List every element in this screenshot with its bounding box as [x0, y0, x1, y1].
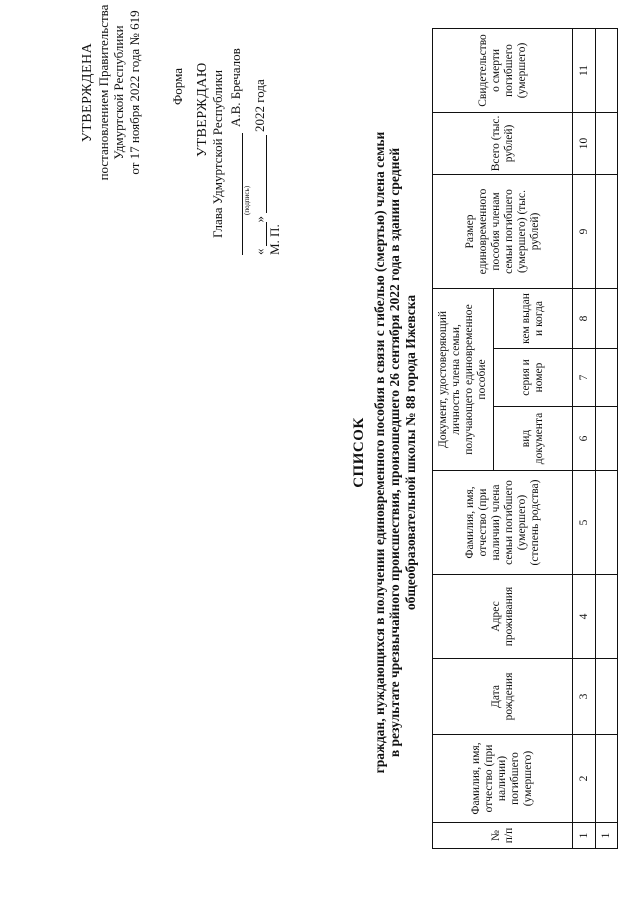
header-issued-by: кем выдан и когда: [494, 288, 573, 348]
column-number: 6: [573, 407, 596, 471]
table-cell: [596, 112, 618, 174]
column-number: 5: [573, 471, 596, 575]
signer-name: А.В. Бречалов: [228, 48, 243, 127]
table-header-row: [433, 28, 494, 848]
header-birth-date: Дата рождения: [433, 659, 573, 735]
header-deceased-name: Фамилия, имя, отчество (при наличии) погибшего (умершего): [433, 735, 573, 823]
date-year: 2022 года: [252, 79, 267, 132]
signature-blank: [228, 133, 243, 255]
date-month-blank: [252, 135, 267, 213]
table-cell: [596, 174, 618, 288]
date-close-quote: »: [252, 216, 267, 223]
header-id-document-group: Документ, удостоверяющий личность члена семьи, получающего единовременное пособие: [433, 288, 494, 470]
date-line: [252, 5, 267, 255]
table-cell: [596, 471, 618, 575]
signature-line: [228, 5, 243, 255]
signature-hint: (подпись): [243, 185, 251, 215]
form-label: Форма: [170, 68, 185, 105]
approve-title: УТВЕРЖДАЮ: [195, 62, 210, 157]
document-title: [352, 0, 418, 905]
document-title-line: в результате чрезвычайного происшествия, произошедшего 26 сентября 2022 года в здании средней: [387, 147, 402, 758]
header-address: Адрес проживания: [433, 575, 573, 659]
header-document-type: вид документа: [494, 407, 573, 471]
column-number: 10: [573, 112, 596, 174]
approval-block: [80, 0, 142, 185]
document-title-line: граждан, нуждающихся в получении единовременного пособия в связи с гибелью (смертью) члена семьи: [371, 131, 387, 774]
column-number: 9: [573, 174, 596, 288]
column-number: 4: [573, 575, 596, 659]
column-number: 8: [573, 288, 596, 348]
document-heading: СПИСОК: [351, 417, 367, 488]
column-number: 7: [573, 349, 596, 407]
column-number-row: [573, 28, 596, 848]
approve-block: [195, 5, 282, 255]
document-title-line: общеобразовательной школы № 88 города Ижевска: [402, 294, 418, 611]
table-row: [596, 28, 618, 848]
column-number: 2: [573, 735, 596, 823]
table-cell: [596, 349, 618, 407]
approval-title: УТВЕРЖДЕНА: [80, 42, 95, 143]
header-death-certificate: Свидетельство о смерти погибшего (умершего): [433, 28, 573, 112]
header-allowance-amount: Размер единовременного пособия членам семьи погибшего (умершего) (тыс. рублей): [433, 174, 573, 288]
approve-position: Глава Удмуртской Республики: [210, 69, 225, 238]
header-total: Всего (тыс. рублей): [433, 112, 573, 174]
approval-line: постановлением Правительства: [95, 4, 111, 181]
column-number: 3: [573, 659, 596, 735]
column-number: 1: [573, 823, 596, 849]
header-series-number: серия и номер: [494, 349, 573, 407]
approval-line: Удмуртской Республики: [111, 25, 126, 160]
table-cell: [596, 407, 618, 471]
table-cell: [596, 28, 618, 112]
stamp-place: М. П.: [267, 224, 282, 255]
table-cell: [596, 575, 618, 659]
header-number: № п/п: [433, 823, 573, 849]
approval-line: от 17 ноября 2022 года № 619: [126, 10, 142, 175]
header-family-member: Фамилия, имя, отчество (при наличии) члена семьи погибшего (умершего) (степень родства): [433, 471, 573, 575]
table-cell: [596, 288, 618, 348]
table-cell: [596, 735, 618, 823]
column-number: 11: [573, 28, 596, 112]
date-open-quote: «: [252, 248, 267, 255]
table-cell: 1: [596, 823, 618, 849]
citizens-list-table: [432, 28, 618, 849]
date-day-blank: [252, 223, 267, 247]
table-cell: [596, 659, 618, 735]
